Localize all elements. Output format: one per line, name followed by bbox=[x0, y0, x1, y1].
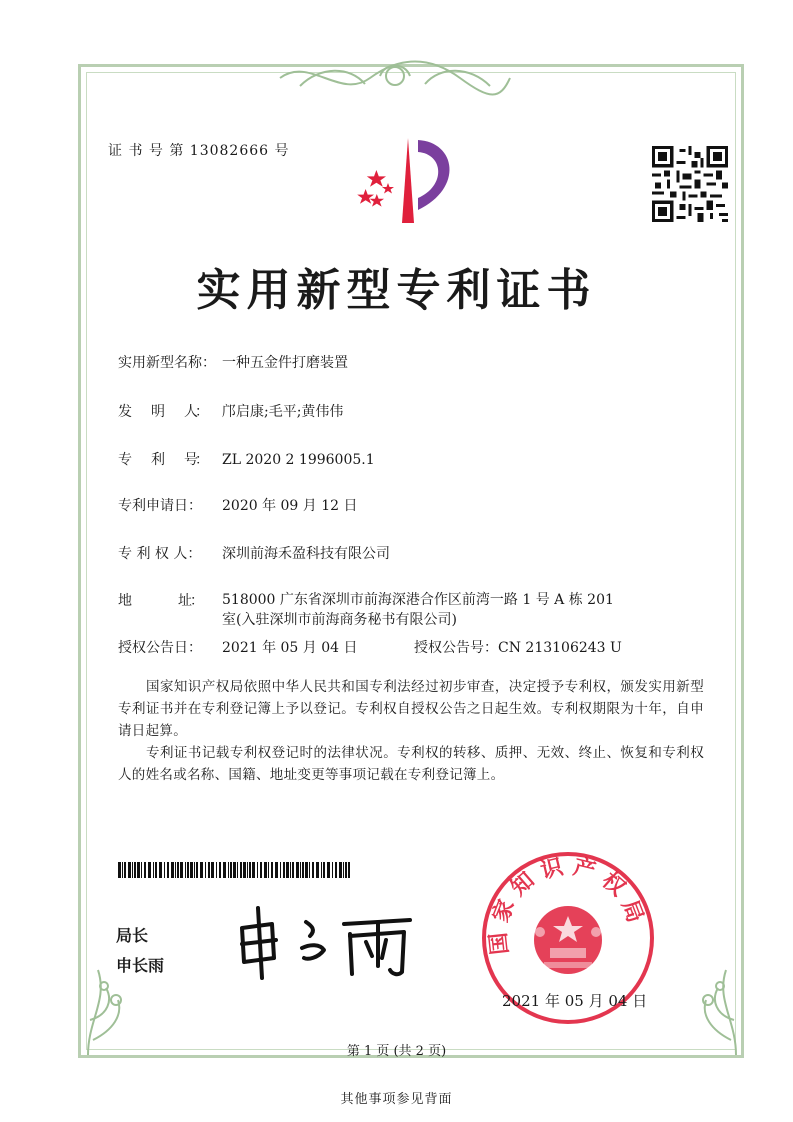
field-patent-number bbox=[118, 449, 375, 469]
field-utility-model-name bbox=[118, 352, 348, 372]
cnipa-logo bbox=[356, 128, 466, 228]
certificate-title: 实用新型专利证书 bbox=[196, 265, 597, 316]
back-note: 其他事项参见背面 bbox=[340, 1092, 453, 1107]
label-grant-number: 授权公告号： bbox=[414, 640, 498, 656]
value-patent-number: ZL 2020 2 1996005.1 bbox=[222, 452, 375, 468]
value-grant-number: CN 213106243 U bbox=[498, 640, 622, 656]
address-line-1: 518000 广东省深圳市前海深港合作区前湾一路 1 号 A 栋 201 bbox=[222, 592, 614, 608]
value-patentee: 深圳前海禾盈科技有限公司 bbox=[222, 546, 390, 562]
body-paragraph-2: 专利证书记载专利权登记时的法律状况。专利权的转移、质押、无效、终止、恢复和专利权人的姓名或名称、国籍、地址变更等事项记载在专利登记簿上。 bbox=[118, 745, 704, 783]
label-patent-number: 专 利 号： bbox=[118, 452, 206, 468]
label-inventor: 发 明 人： bbox=[118, 404, 206, 420]
svg-text:国 家 知 识 产 权 局: 国 家 知 识 产 权 局 bbox=[486, 854, 648, 956]
field-patentee bbox=[118, 543, 390, 563]
field-grant-number bbox=[414, 637, 622, 657]
body-paragraph-1: 国家知识产权局依照中华人民共和国专利法经过初步审查，决定授予专利权，颁发实用新型专利证书并在专利登记簿上予以登记。专利权自授权公告之日起生效。专利权期限为十年，自申请日起算。 bbox=[118, 679, 704, 739]
label-grant-date: 授权公告日： bbox=[118, 640, 202, 656]
qr-code bbox=[652, 146, 728, 222]
value-name: 一种五金件打磨装置 bbox=[222, 355, 348, 371]
label-patentee: 专 利 权 人： bbox=[118, 546, 202, 562]
page-number: 第 1 页 (共 2 页) bbox=[346, 1044, 447, 1059]
director-title: 局长 bbox=[116, 926, 149, 945]
field-filing-date bbox=[118, 495, 358, 515]
director-name: 申长雨 bbox=[116, 956, 165, 975]
director-signature bbox=[232, 900, 422, 980]
label-address: 地 址： bbox=[118, 593, 202, 609]
barcode bbox=[118, 862, 350, 878]
value-inventor: 邝启康;毛平;黄伟伟 bbox=[222, 404, 344, 420]
value-filing-date: 2020 年 09 月 12 日 bbox=[222, 498, 358, 514]
seal-date: 2021 年 05 月 04 日 bbox=[502, 992, 648, 1010]
field-grant-date bbox=[118, 637, 358, 657]
field-inventor bbox=[118, 401, 343, 421]
top-ornament bbox=[270, 56, 520, 100]
field-address bbox=[118, 590, 222, 610]
label-name: 实用新型名称： bbox=[118, 355, 216, 371]
value-grant-date: 2021 年 05 月 04 日 bbox=[222, 640, 358, 656]
label-filing-date: 专利申请日： bbox=[118, 498, 202, 514]
address-line-2: 室(入驻深圳市前海商务秘书有限公司) bbox=[222, 612, 457, 628]
certificate-number: 证 书 号 第 13082666 号 bbox=[108, 143, 290, 159]
value-address bbox=[222, 590, 642, 630]
